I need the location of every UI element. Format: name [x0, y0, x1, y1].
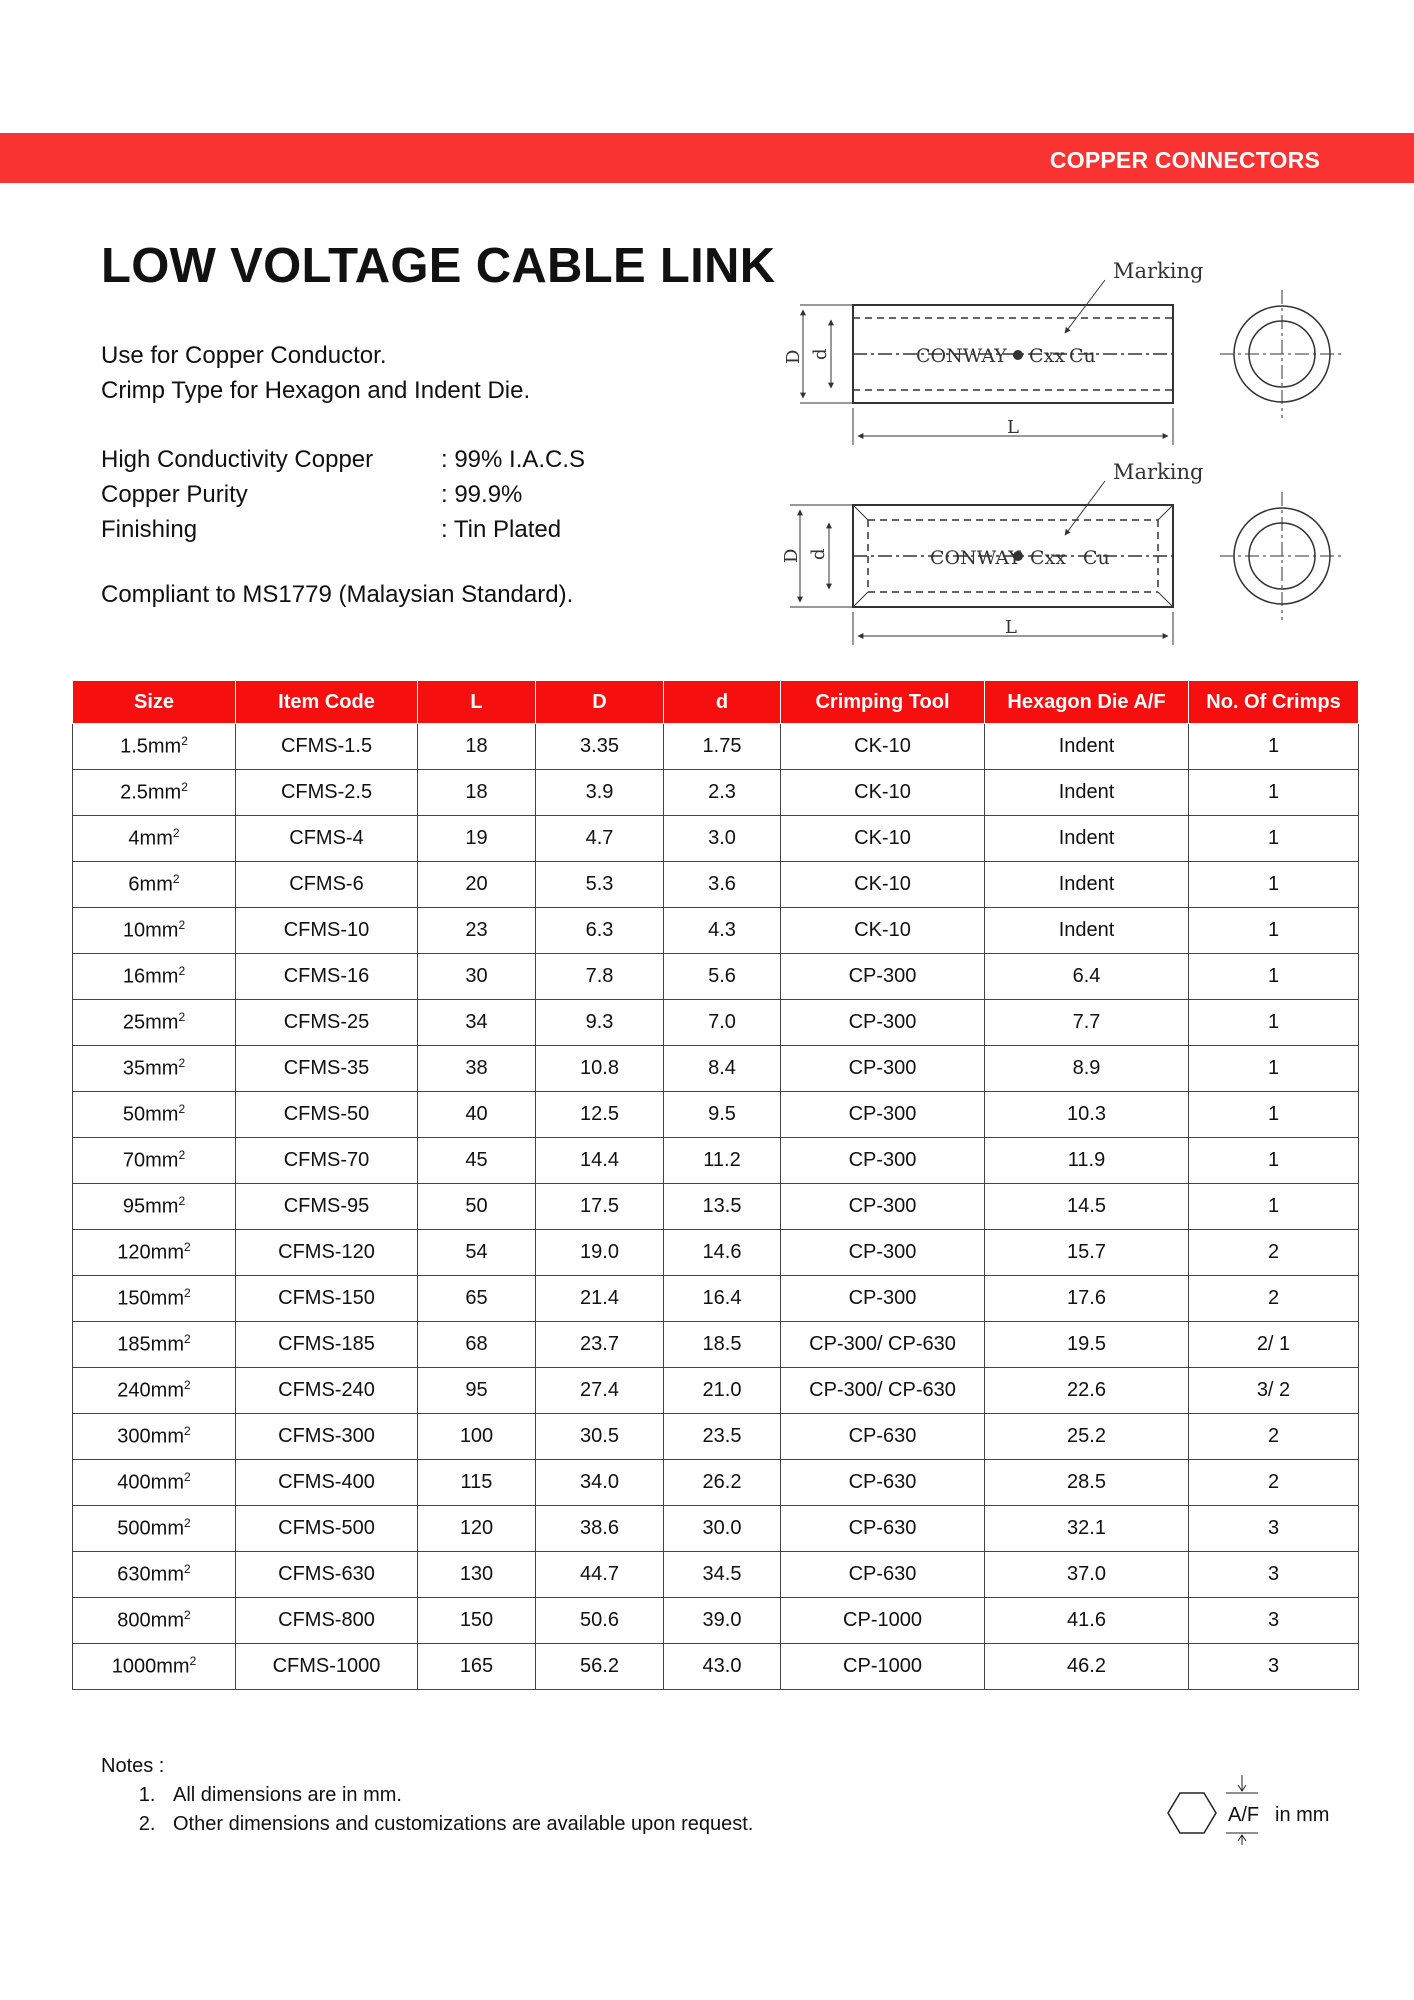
- cell-crimps: 3/ 2: [1189, 1368, 1359, 1414]
- dimension-D-label: D: [781, 548, 802, 563]
- cell-crimps: 2/ 1: [1189, 1322, 1359, 1368]
- cell-D: 56.2: [536, 1644, 664, 1690]
- size-exponent: 2: [172, 872, 180, 887]
- cable-link-diagram: [0, 0, 1414, 650]
- spec-label: Copper Purity: [101, 481, 248, 508]
- spec-table: [72, 680, 1359, 1690]
- cell-code: CFMS-70: [236, 1138, 418, 1184]
- spec-value: : 99% I.A.C.S: [441, 446, 586, 473]
- cell-size: [73, 1644, 236, 1690]
- cell-code: CFMS-16: [236, 954, 418, 1000]
- size-value: 120mm: [117, 1241, 184, 1264]
- table-row: [73, 724, 1359, 770]
- af-unit: in mm: [1275, 1804, 1330, 1826]
- cell-D: 12.5: [536, 1092, 664, 1138]
- marking-label: Marking: [1113, 460, 1204, 484]
- cell-L: 95: [418, 1368, 536, 1414]
- cell-tool: CP-630: [781, 1552, 985, 1598]
- cell-size: [73, 908, 236, 954]
- cell-crimps: 1: [1189, 1000, 1359, 1046]
- table-row: [73, 770, 1359, 816]
- table-row: [73, 1414, 1359, 1460]
- marking-code: Cxx: [1029, 345, 1065, 367]
- cell-code: CFMS-50: [236, 1092, 418, 1138]
- table-row: [73, 908, 1359, 954]
- cell-code: CFMS-800: [236, 1598, 418, 1644]
- dimension-L-label: L: [1007, 417, 1019, 438]
- cell-D: 17.5: [536, 1184, 664, 1230]
- cell-tool: CK-10: [781, 770, 985, 816]
- table-row: [73, 816, 1359, 862]
- cell-D: 14.4: [536, 1138, 664, 1184]
- spec-label: High Conductivity Copper: [101, 446, 374, 473]
- cell-crimps: 3: [1189, 1598, 1359, 1644]
- cell-die: 32.1: [985, 1506, 1189, 1552]
- cell-size: [73, 1138, 236, 1184]
- table-body: [73, 724, 1359, 1690]
- cell-die: 46.2: [985, 1644, 1189, 1690]
- cell-d: 3.6: [664, 862, 781, 908]
- cell-L: 165: [418, 1644, 536, 1690]
- dimension-L-label: L: [1005, 617, 1017, 638]
- page-title: LOW VOLTAGE CABLE LINK: [101, 239, 776, 293]
- table-row: [73, 1552, 1359, 1598]
- size-exponent: 2: [178, 1194, 186, 1209]
- cell-D: 34.0: [536, 1460, 664, 1506]
- dimension-d-label: d: [810, 348, 831, 360]
- end-view-bottom: [1220, 492, 1345, 620]
- size-exponent: 2: [181, 780, 188, 795]
- af-label: A/F: [1228, 1804, 1260, 1826]
- table-row: [73, 1506, 1359, 1552]
- end-view-top: [1220, 290, 1345, 418]
- cell-size: [73, 1598, 236, 1644]
- cell-d: 43.0: [664, 1644, 781, 1690]
- cell-tool: CP-630: [781, 1414, 985, 1460]
- cell-size: [73, 1322, 236, 1368]
- cell-crimps: 1: [1189, 1046, 1359, 1092]
- cell-die: 6.4: [985, 954, 1189, 1000]
- marking-code: Cxx: [1030, 547, 1066, 569]
- cell-crimps: 2: [1189, 1230, 1359, 1276]
- notes-heading: Notes :: [101, 1755, 165, 1777]
- cell-code: CFMS-120: [236, 1230, 418, 1276]
- notes-section: [101, 1752, 753, 1839]
- cell-size: [73, 1276, 236, 1322]
- spec-value: : Tin Plated: [441, 516, 562, 543]
- cell-D: 27.4: [536, 1368, 664, 1414]
- size-exponent: 2: [184, 1378, 191, 1393]
- cell-d: 8.4: [664, 1046, 781, 1092]
- hexagon-icon: [1168, 1793, 1216, 1833]
- cell-crimps: 3: [1189, 1506, 1359, 1552]
- cell-D: 5.3: [536, 862, 664, 908]
- size-exponent: 2: [189, 1654, 197, 1669]
- size-exponent: 2: [184, 1332, 191, 1347]
- cell-d: 18.5: [664, 1322, 781, 1368]
- column-header: Crimping Tool: [781, 681, 985, 724]
- cell-L: 150: [418, 1598, 536, 1644]
- cell-d: 7.0: [664, 1000, 781, 1046]
- size-exponent: 2: [184, 1424, 191, 1439]
- note-item: 2. Other dimensions and customizations are available upon request.: [161, 1810, 753, 1839]
- cell-crimps: 3: [1189, 1644, 1359, 1690]
- cell-D: 44.7: [536, 1552, 664, 1598]
- cell-tool: CP-300: [781, 1276, 985, 1322]
- cell-crimps: 1: [1189, 770, 1359, 816]
- cell-die: 10.3: [985, 1092, 1189, 1138]
- cell-size: [73, 1460, 236, 1506]
- cell-tool: CP-300: [781, 1000, 985, 1046]
- cell-tool: CK-10: [781, 908, 985, 954]
- table-header-row: [73, 681, 1359, 724]
- cell-die: 37.0: [985, 1552, 1189, 1598]
- cell-die: 19.5: [985, 1322, 1189, 1368]
- size-exponent: 2: [184, 1470, 191, 1485]
- cell-d: 4.3: [664, 908, 781, 954]
- cell-L: 34: [418, 1000, 536, 1046]
- cell-crimps: 1: [1189, 1092, 1359, 1138]
- cell-D: 38.6: [536, 1506, 664, 1552]
- cell-die: Indent: [985, 724, 1189, 770]
- description-line: Use for Copper Conductor.: [101, 342, 387, 369]
- cell-L: 30: [418, 954, 536, 1000]
- cell-code: CFMS-240: [236, 1368, 418, 1414]
- dimension-D-label: D: [783, 349, 804, 364]
- column-header: No. Of Crimps: [1189, 681, 1359, 724]
- cell-tool: CK-10: [781, 862, 985, 908]
- cell-code: CFMS-10: [236, 908, 418, 954]
- table-row: [73, 954, 1359, 1000]
- size-value: 240mm: [117, 1379, 184, 1402]
- size-exponent: 2: [178, 1056, 186, 1071]
- size-exponent: 2: [178, 1010, 186, 1025]
- cell-L: 18: [418, 724, 536, 770]
- table-row: [73, 1138, 1359, 1184]
- cell-tool: CK-10: [781, 724, 985, 770]
- cell-code: CFMS-95: [236, 1184, 418, 1230]
- table-row: [73, 1046, 1359, 1092]
- cell-L: 54: [418, 1230, 536, 1276]
- size-value: 500mm: [117, 1517, 184, 1540]
- cell-tool: CP-300: [781, 954, 985, 1000]
- size-exponent: 2: [184, 1608, 191, 1623]
- table-row: [73, 1184, 1359, 1230]
- cell-crimps: 1: [1189, 1138, 1359, 1184]
- size-exponent: 2: [178, 1102, 186, 1117]
- cell-d: 21.0: [664, 1368, 781, 1414]
- size-exponent: 2: [178, 918, 186, 933]
- size-value: 6mm: [128, 873, 173, 896]
- cell-tool: CP-630: [781, 1506, 985, 1552]
- size-value: 300mm: [117, 1425, 184, 1448]
- cell-size: [73, 1000, 236, 1046]
- cell-code: CFMS-150: [236, 1276, 418, 1322]
- cell-code: CFMS-1.5: [236, 724, 418, 770]
- spec-value: : 99.9%: [441, 481, 523, 508]
- table-row: [73, 1460, 1359, 1506]
- cell-D: 7.8: [536, 954, 664, 1000]
- cell-code: CFMS-2.5: [236, 770, 418, 816]
- cell-size: [73, 954, 236, 1000]
- cell-D: 50.6: [536, 1598, 664, 1644]
- cell-L: 19: [418, 816, 536, 862]
- cell-size: [73, 1046, 236, 1092]
- size-exponent: 2: [184, 1286, 191, 1301]
- cell-code: CFMS-630: [236, 1552, 418, 1598]
- size-value: 50mm: [122, 1103, 179, 1126]
- size-value: 1.5mm: [120, 735, 182, 758]
- table-row: [73, 1000, 1359, 1046]
- description-line: Crimp Type for Hexagon and Indent Die.: [101, 377, 531, 404]
- size-value: 25mm: [122, 1011, 179, 1034]
- category-label: COPPER CONNECTORS: [1049, 147, 1320, 173]
- cell-d: 2.3: [664, 770, 781, 816]
- marking-label: Marking: [1113, 259, 1204, 283]
- cell-tool: CP-300/ CP-630: [781, 1322, 985, 1368]
- cell-d: 3.0: [664, 816, 781, 862]
- size-value: 400mm: [117, 1471, 184, 1494]
- size-value: 70mm: [122, 1149, 179, 1172]
- cell-die: 22.6: [985, 1368, 1189, 1414]
- cell-crimps: 2: [1189, 1414, 1359, 1460]
- cell-tool: CP-630: [781, 1460, 985, 1506]
- size-value: 150mm: [117, 1287, 184, 1310]
- cell-size: [73, 1506, 236, 1552]
- cell-size: [73, 1184, 236, 1230]
- size-value: 800mm: [117, 1609, 184, 1632]
- cell-D: 30.5: [536, 1414, 664, 1460]
- cell-crimps: 1: [1189, 954, 1359, 1000]
- cell-size: [73, 1368, 236, 1414]
- cell-crimps: 1: [1189, 724, 1359, 770]
- cell-die: 15.7: [985, 1230, 1189, 1276]
- size-value: 10mm: [122, 919, 179, 942]
- cell-code: CFMS-185: [236, 1322, 418, 1368]
- column-header: Hexagon Die A/F: [985, 681, 1189, 724]
- cell-tool: CK-10: [781, 816, 985, 862]
- table-row: [73, 1230, 1359, 1276]
- cell-D: 10.8: [536, 1046, 664, 1092]
- cell-L: 50: [418, 1184, 536, 1230]
- cell-L: 115: [418, 1460, 536, 1506]
- cell-L: 120: [418, 1506, 536, 1552]
- size-value: 35mm: [122, 1057, 179, 1080]
- cell-L: 68: [418, 1322, 536, 1368]
- cell-d: 34.5: [664, 1552, 781, 1598]
- size-exponent: 2: [184, 1516, 191, 1531]
- size-exponent: 2: [184, 1562, 191, 1577]
- cell-d: 30.0: [664, 1506, 781, 1552]
- table-row: [73, 1322, 1359, 1368]
- cell-die: Indent: [985, 816, 1189, 862]
- cell-L: 18: [418, 770, 536, 816]
- cell-d: 14.6: [664, 1230, 781, 1276]
- cell-size: [73, 1092, 236, 1138]
- cell-L: 65: [418, 1276, 536, 1322]
- column-header: L: [418, 681, 536, 724]
- cell-size: [73, 1552, 236, 1598]
- table-row: [73, 1644, 1359, 1690]
- cell-tool: CP-300: [781, 1092, 985, 1138]
- cell-tool: CP-300: [781, 1184, 985, 1230]
- cell-code: CFMS-300: [236, 1414, 418, 1460]
- cell-size: [73, 1230, 236, 1276]
- table-row: [73, 1368, 1359, 1414]
- size-exponent: 2: [184, 1240, 191, 1255]
- cell-size: [73, 770, 236, 816]
- cell-crimps: 1: [1189, 816, 1359, 862]
- table-row: [73, 1598, 1359, 1644]
- cell-crimps: 2: [1189, 1460, 1359, 1506]
- cell-die: 25.2: [985, 1414, 1189, 1460]
- compliance-statement: Compliant to MS1779 (Malaysian Standard).: [101, 581, 574, 608]
- cell-code: CFMS-500: [236, 1506, 418, 1552]
- cell-d: 23.5: [664, 1414, 781, 1460]
- column-header: D: [536, 681, 664, 724]
- cell-code: CFMS-400: [236, 1460, 418, 1506]
- cell-crimps: 1: [1189, 1184, 1359, 1230]
- cell-code: CFMS-4: [236, 816, 418, 862]
- notes-list: [101, 1781, 753, 1839]
- cell-die: 28.5: [985, 1460, 1189, 1506]
- cell-die: 14.5: [985, 1184, 1189, 1230]
- column-header: Item Code: [236, 681, 418, 724]
- cell-D: 3.35: [536, 724, 664, 770]
- cell-die: 7.7: [985, 1000, 1189, 1046]
- cell-d: 11.2: [664, 1138, 781, 1184]
- size-value: 95mm: [122, 1195, 179, 1218]
- cell-D: 9.3: [536, 1000, 664, 1046]
- marking-text: CONWAY: [930, 547, 1021, 569]
- cell-code: CFMS-35: [236, 1046, 418, 1092]
- table-row: [73, 1092, 1359, 1138]
- cell-die: Indent: [985, 770, 1189, 816]
- column-header: Size: [73, 681, 236, 724]
- cell-crimps: 1: [1189, 862, 1359, 908]
- hexagon-af-legend: [1160, 1765, 1360, 1845]
- cell-D: 6.3: [536, 908, 664, 954]
- size-value: 630mm: [117, 1563, 184, 1586]
- size-exponent: 2: [172, 826, 180, 841]
- cell-L: 130: [418, 1552, 536, 1598]
- table-row: [73, 1276, 1359, 1322]
- cell-L: 100: [418, 1414, 536, 1460]
- marking-text: CONWAY: [916, 345, 1007, 367]
- size-value: 1000mm: [111, 1655, 190, 1678]
- cell-d: 39.0: [664, 1598, 781, 1644]
- size-value: 16mm: [122, 965, 179, 988]
- table-row: [73, 862, 1359, 908]
- cell-die: 17.6: [985, 1276, 1189, 1322]
- marking-material: Cu: [1069, 345, 1096, 367]
- cell-tool: CP-300/ CP-630: [781, 1368, 985, 1414]
- marking-material: Cu: [1083, 547, 1110, 569]
- cell-L: 45: [418, 1138, 536, 1184]
- cell-D: 4.7: [536, 816, 664, 862]
- cell-crimps: 2: [1189, 1276, 1359, 1322]
- cell-D: 23.7: [536, 1322, 664, 1368]
- cell-D: 19.0: [536, 1230, 664, 1276]
- size-value: 2.5mm: [120, 781, 182, 804]
- cell-d: 13.5: [664, 1184, 781, 1230]
- cell-d: 5.6: [664, 954, 781, 1000]
- cell-size: [73, 816, 236, 862]
- cell-size: [73, 1414, 236, 1460]
- cell-die: 8.9: [985, 1046, 1189, 1092]
- cell-d: 26.2: [664, 1460, 781, 1506]
- size-exponent: 2: [181, 734, 188, 749]
- cell-tool: CP-1000: [781, 1644, 985, 1690]
- cell-crimps: 3: [1189, 1552, 1359, 1598]
- cell-D: 3.9: [536, 770, 664, 816]
- cell-L: 20: [418, 862, 536, 908]
- cell-tool: CP-300: [781, 1230, 985, 1276]
- size-value: 185mm: [117, 1333, 184, 1356]
- cell-L: 38: [418, 1046, 536, 1092]
- cell-size: [73, 724, 236, 770]
- cell-d: 9.5: [664, 1092, 781, 1138]
- size-exponent: 2: [178, 1148, 186, 1163]
- cell-crimps: 1: [1189, 908, 1359, 954]
- cell-tool: CP-300: [781, 1138, 985, 1184]
- cell-die: Indent: [985, 862, 1189, 908]
- cell-die: Indent: [985, 908, 1189, 954]
- cell-L: 23: [418, 908, 536, 954]
- note-item: 1. All dimensions are in mm.: [161, 1781, 753, 1810]
- spec-label: Finishing: [101, 516, 198, 543]
- size-value: 4mm: [128, 827, 173, 850]
- cell-d: 16.4: [664, 1276, 781, 1322]
- cell-size: [73, 862, 236, 908]
- cell-code: CFMS-25: [236, 1000, 418, 1046]
- cell-tool: CP-1000: [781, 1598, 985, 1644]
- cell-die: 11.9: [985, 1138, 1189, 1184]
- cell-code: CFMS-6: [236, 862, 418, 908]
- cell-tool: CP-300: [781, 1046, 985, 1092]
- dimension-d-label: d: [808, 548, 829, 560]
- size-exponent: 2: [178, 964, 186, 979]
- column-header: d: [664, 681, 781, 724]
- cell-L: 40: [418, 1092, 536, 1138]
- cell-d: 1.75: [664, 724, 781, 770]
- cell-D: 21.4: [536, 1276, 664, 1322]
- cell-code: CFMS-1000: [236, 1644, 418, 1690]
- cell-die: 41.6: [985, 1598, 1189, 1644]
